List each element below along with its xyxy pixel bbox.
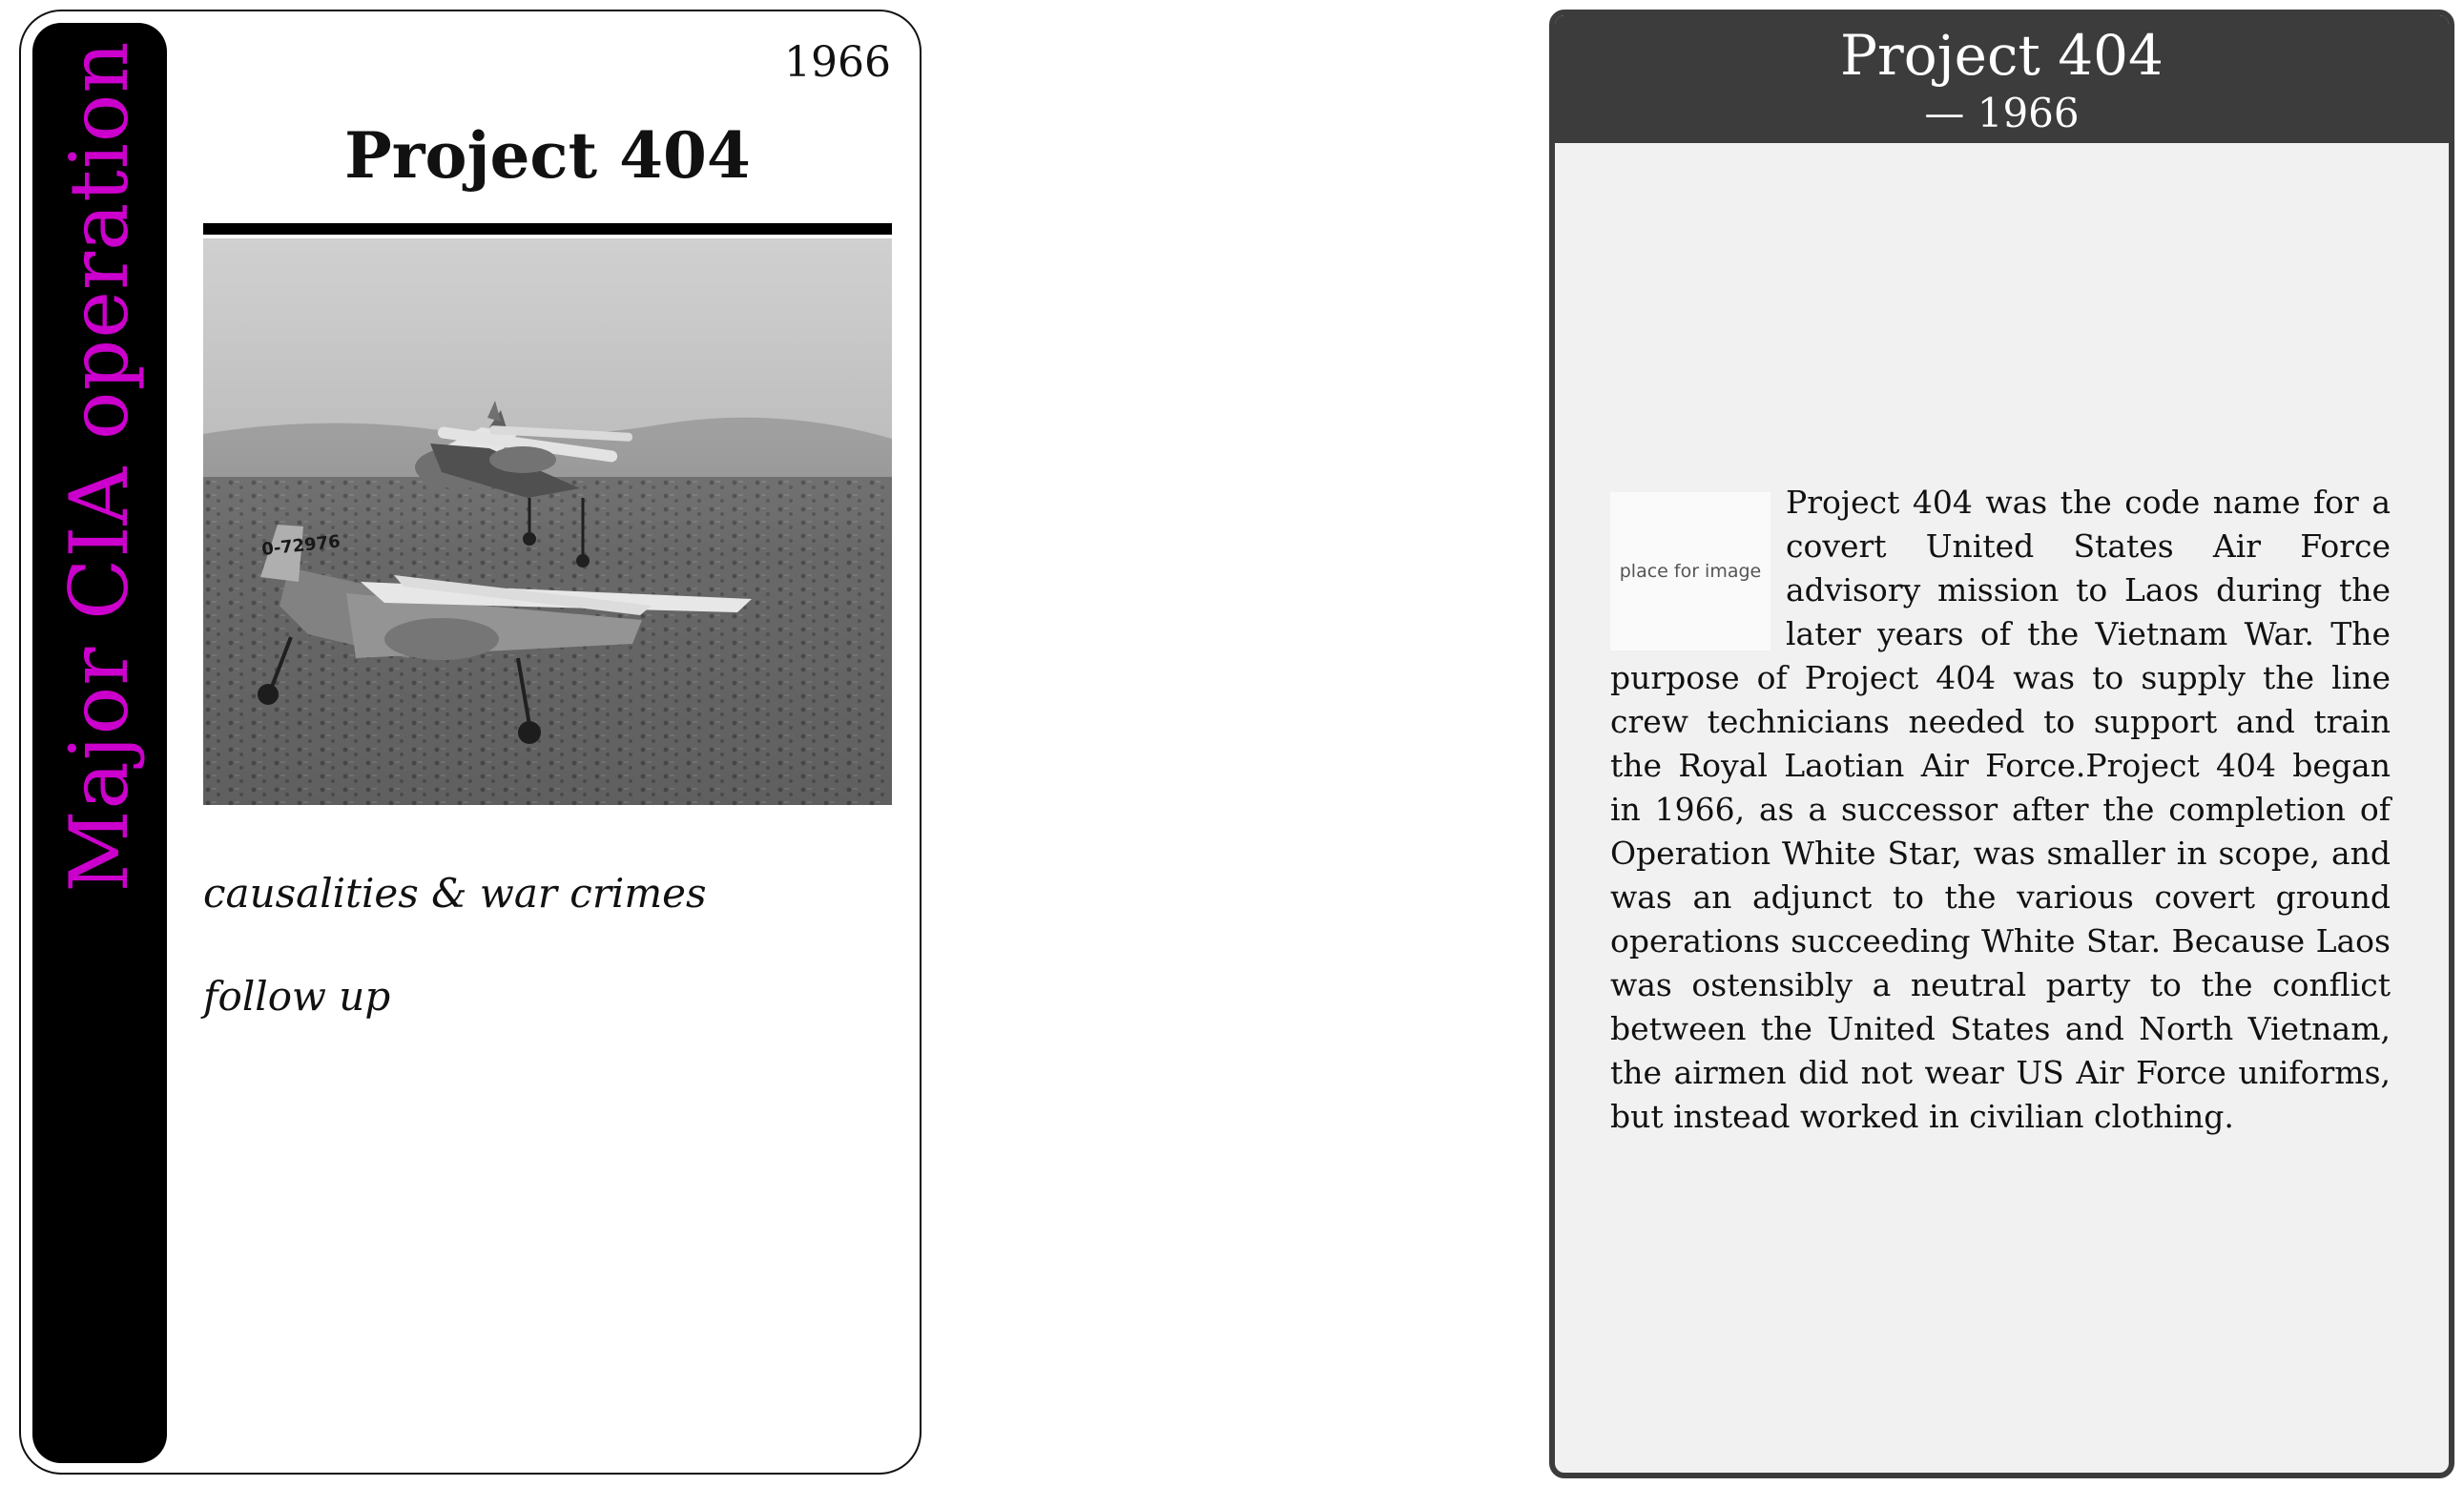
card-back xyxy=(1549,10,2454,1478)
card-back-title: Project 404 xyxy=(1840,23,2164,88)
image-placeholder: place for image xyxy=(1610,492,1770,650)
card-year: 1966 xyxy=(784,38,891,87)
card-back-body xyxy=(1610,481,2391,1139)
description-text: Project 404 was the code name for a covert United States Air Force advisory mission to Laos during the later years of the Vietnam War. The purpose of Project 404 was to supply the line crew technicians needed to support and train the Royal Laotian Air Force.Project 404 began in 1966, as a successor after the completion of Operation White Star, was smaller in scope, and was an adjunct to the various covert ground operations succeeding White Star. Because Laos was ostensibly a neutral party to the conflict between the United States and North Vietnam, the airmen did not wear US Air Force uniforms, but instead worked in civilian clothing. xyxy=(1610,484,2391,1135)
title-divider xyxy=(203,223,892,235)
aircraft-photo xyxy=(203,238,892,805)
aircraft-marking: 0-72976 xyxy=(260,531,342,560)
card-front xyxy=(19,10,921,1475)
note-follow-up: follow up xyxy=(203,973,391,1020)
card-back-header xyxy=(1555,15,2449,143)
category-label: Major CIA operation xyxy=(52,40,146,893)
note-casualties: causalities & war crimes xyxy=(203,870,707,917)
card-back-subtitle: — 1966 xyxy=(1924,90,2080,136)
card-title: Project 404 xyxy=(344,118,751,193)
side-bar xyxy=(32,23,167,1463)
